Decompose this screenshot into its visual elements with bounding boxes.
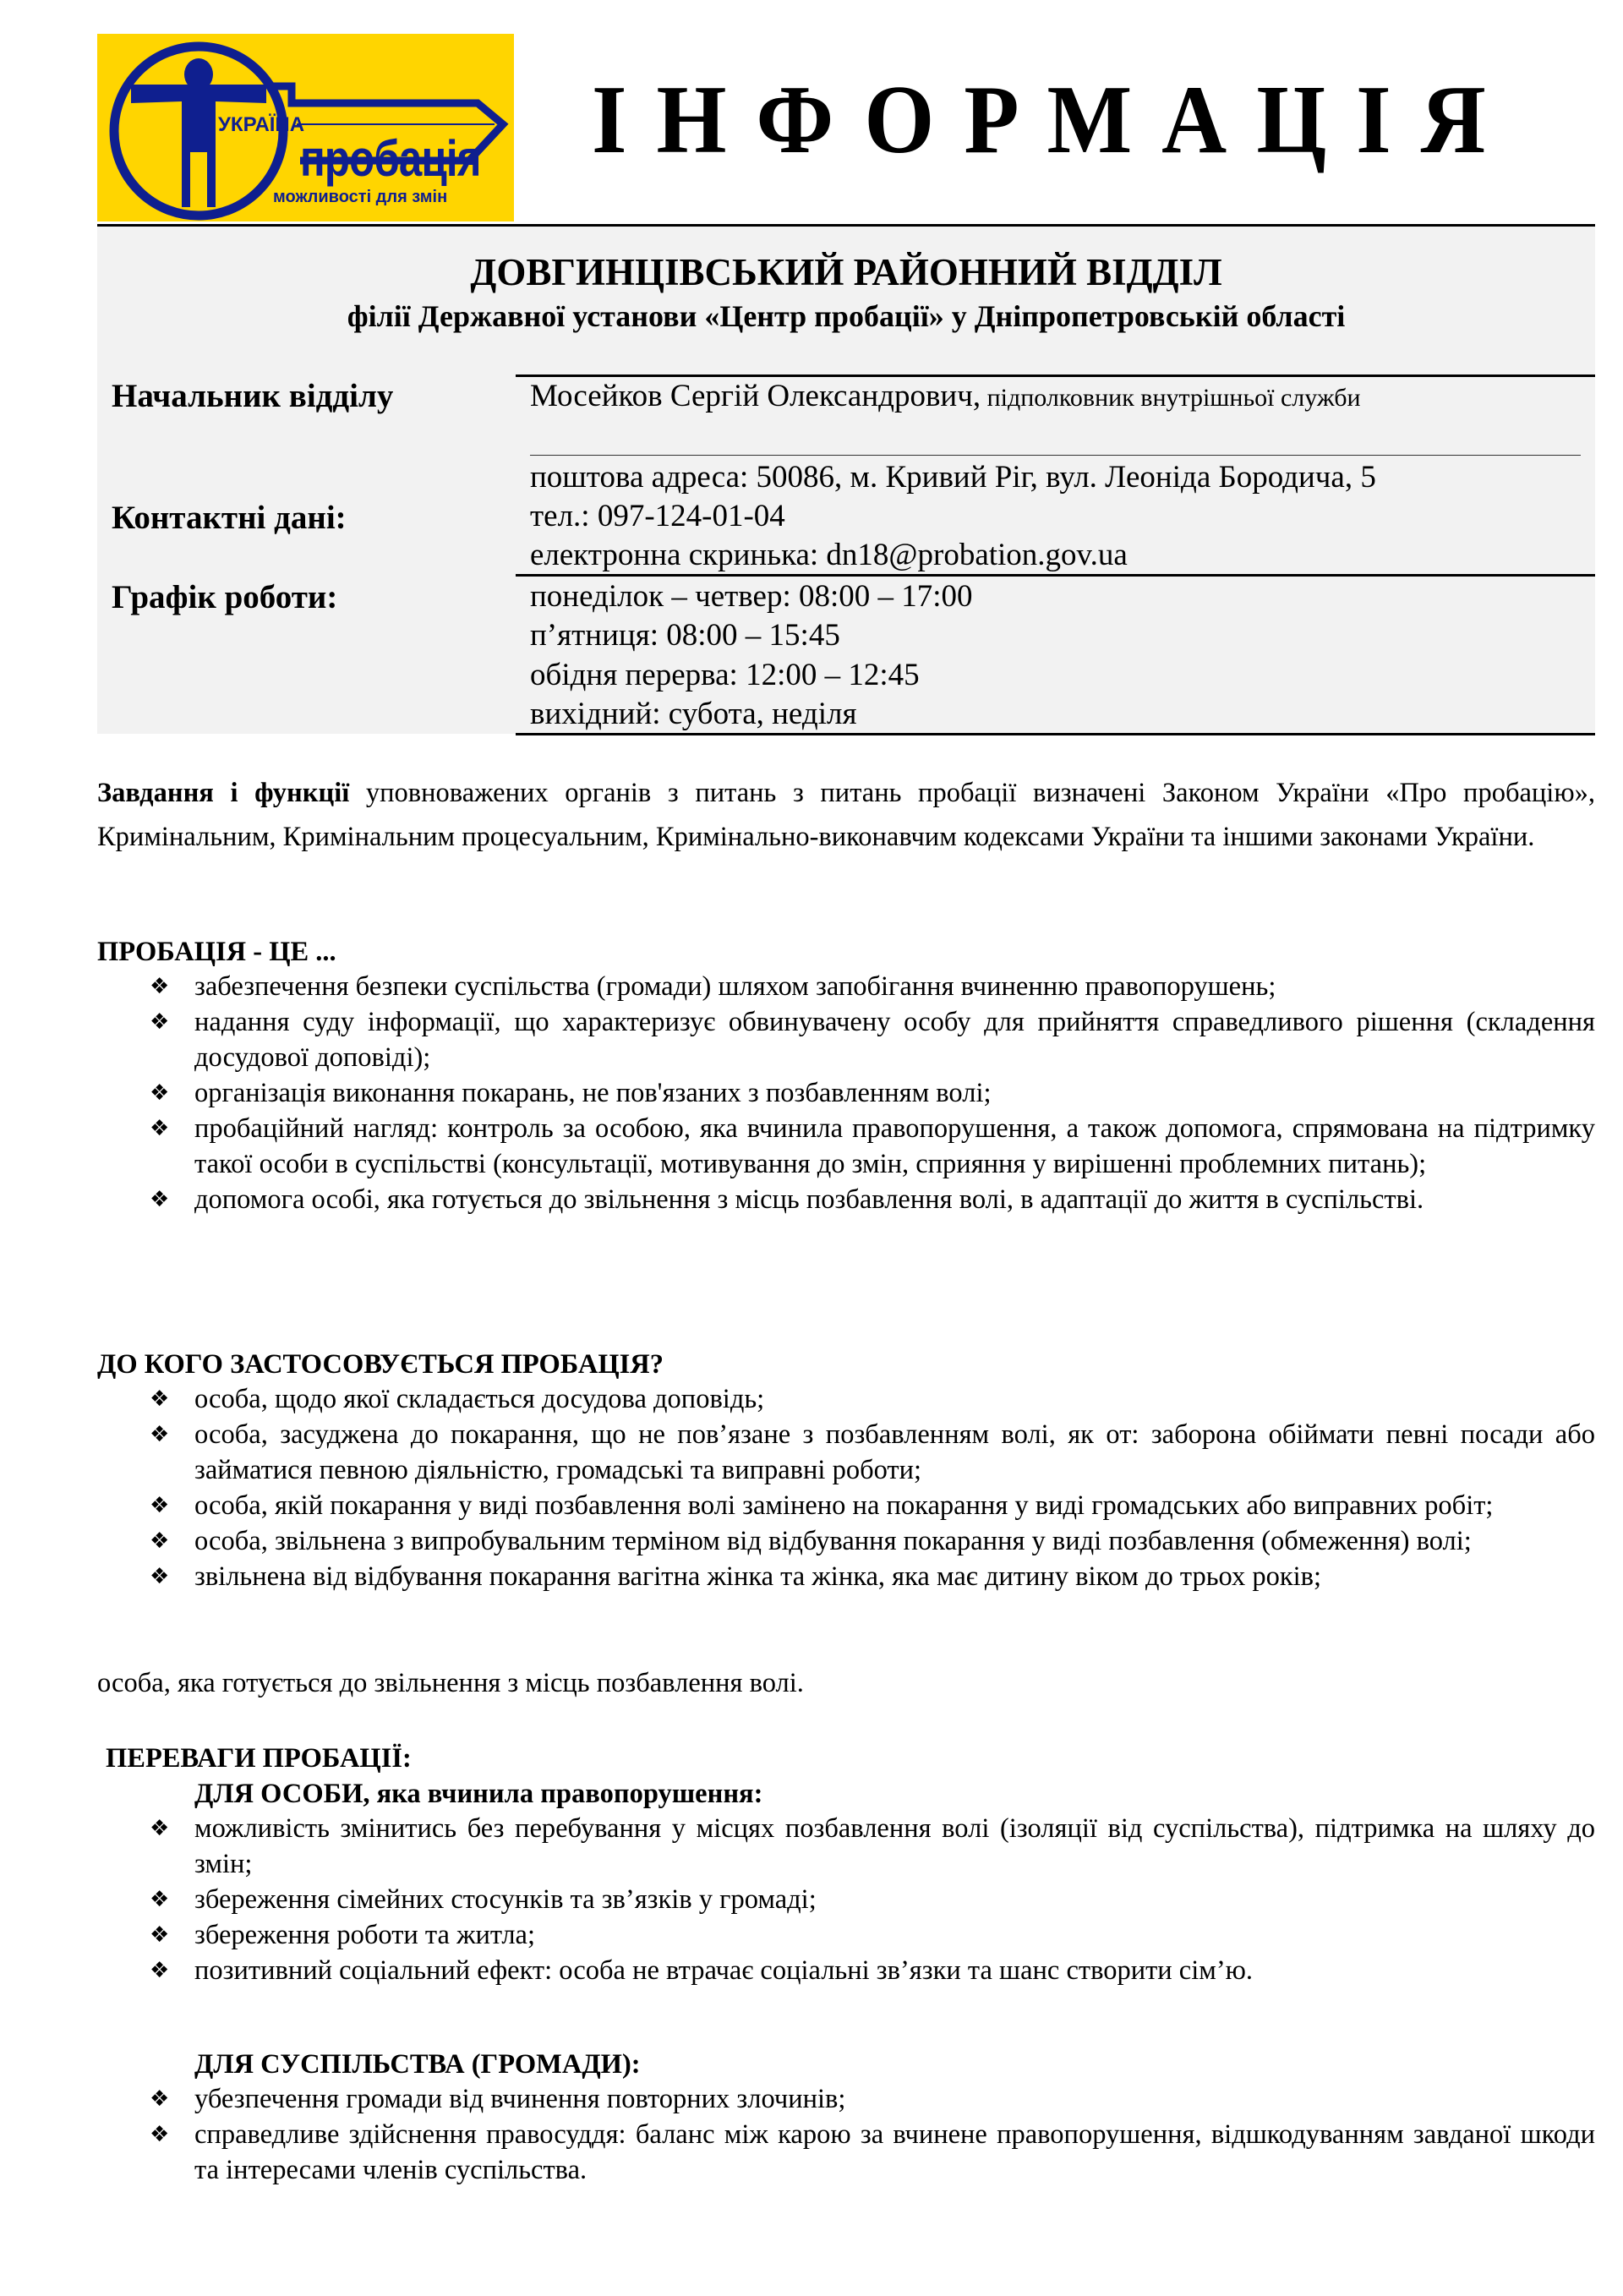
for-person-heading: ДЛЯ ОСОБИ, яка вчинила правопорушення: (194, 1779, 763, 1809)
list-item: ❖ пробаційний нагляд: контроль за особою, яка вчинила правопорушення, а також допомога, спрямована на підтримку такої особи в суспільстві (консультації, мотивування до змін, сприяння у вирішенні проблемних питань); (97, 1111, 1595, 1182)
for-society-list (97, 2081, 1595, 2188)
schedule-label: Графік роботи: (112, 579, 338, 615)
diamond-bullet-icon: ❖ (150, 1386, 170, 1412)
schedule-line: вихідний: субота, неділя (530, 697, 857, 731)
department-title: ДОВГИНЦІВСЬКИЙ РАЙОННИЙ ВІДДІЛ (470, 251, 1222, 293)
email-value[interactable]: електронна скринька: dn18@probation.gov.ua (530, 538, 1128, 572)
what-is-list (97, 969, 1595, 1217)
list-item: ❖ убезпечення громади від вчинення повторних злочинів; (97, 2081, 1595, 2117)
logo-word-text: пробація (300, 130, 481, 187)
list-item: ❖ збереження сімейних стосунків та зв’язків у громаді; (97, 1882, 1595, 1917)
list-item: ❖ забезпечення безпеки суспільства (громади) шляхом запобігання вчиненню правопорушень; (97, 969, 1595, 1004)
advantages-heading: ПЕРЕВАГИ ПРОБАЦІЇ: (106, 1743, 412, 1774)
list-item: ❖ надання суду інформації, що характеризує обвинувачену особу для прийняття справедливого рішення (складення досудової доповіді); (97, 1004, 1595, 1075)
head-value (530, 377, 1361, 418)
schedule-line: обідня перерва: 12:00 – 12:45 (530, 658, 920, 692)
schedule-line: п’ятниця: 08:00 – 15:45 (530, 618, 840, 653)
page-title: ІНФОРМАЦІЯ (592, 66, 1516, 174)
to-whom-list (97, 1381, 1595, 1594)
phone-value[interactable]: тел.: 097-124-01-04 (530, 499, 785, 533)
head-rank: підполковник внутрішньої служби (981, 384, 1361, 412)
list-item: ❖ позитивний соціальний ефект: особа не втрачає соціальні зв’язки та шанс створити сім’ю. (97, 1953, 1595, 1988)
list-item: ❖ звільнена від відбування покарання вагітна жінка та жінка, яка має дитину віком до трьох років; (97, 1559, 1595, 1594)
address-value: поштова адреса: 50086, м. Кривий Ріг, вул. Леоніда Бородича, 5 (530, 460, 1376, 495)
to-whom-tail: особа, яка готується до звільнення з місць позбавлення волі. (97, 1668, 804, 1698)
diamond-bullet-icon: ❖ (150, 1009, 170, 1035)
schedule-line: понеділок – четвер: 08:00 – 17:00 (530, 579, 973, 614)
diamond-bullet-icon: ❖ (150, 1816, 170, 1841)
list-item: ❖ організація виконання покарань, не пов'язаних з позбавленням волі; (97, 1075, 1595, 1111)
probation-logo (97, 34, 514, 221)
diamond-bullet-icon: ❖ (150, 1564, 170, 1589)
diamond-bullet-icon: ❖ (150, 1422, 170, 1447)
list-item: ❖ збереження роботи та житла; (97, 1917, 1595, 1953)
logo-country-text: УКРАЇНА (218, 113, 305, 136)
head-name: Мосейков Сергій Олександрович, (530, 379, 981, 413)
list-item: ❖ особа, якій покарання у виді позбавлення волі замінено на покарання у виді громадських або виправних робіт; (97, 1488, 1595, 1523)
list-item: ❖ особа, щодо якої складається досудова доповідь; (97, 1381, 1595, 1417)
diamond-bullet-icon: ❖ (150, 1187, 170, 1212)
head-label: Начальник відділу (112, 378, 394, 414)
intro-text: уповноважених органів з питань з питань пробації визначені Законом України «Про пробацію», Кримінальним, Кримінальним процесуальним, Кримінально-виконавчим кодексами України та іншими законами України. (97, 778, 1595, 852)
diamond-bullet-icon: ❖ (150, 1958, 170, 1983)
diamond-bullet-icon: ❖ (150, 1493, 170, 1518)
list-item: ❖ допомога особі, яка готується до звільнення з місць позбавлення волі, в адаптації до життя в суспільстві. (97, 1182, 1595, 1217)
for-society-heading: ДЛЯ СУСПІЛЬСТВА (ГРОМАДИ): (194, 2049, 641, 2080)
what-is-heading: ПРОБАЦІЯ - ЦЕ ... (97, 937, 336, 967)
contacts-label: Контактні дані: (112, 500, 347, 536)
diamond-bullet-icon: ❖ (150, 2086, 170, 2112)
diamond-bullet-icon: ❖ (150, 1528, 170, 1554)
info-divider-thin (530, 455, 1581, 456)
logo-slogan-text: можливості для змін (273, 188, 448, 206)
to-whom-heading: ДО КОГО ЗАСТОСОВУЄТЬСЯ ПРОБАЦІЯ? (97, 1349, 664, 1380)
diamond-bullet-icon: ❖ (150, 1116, 170, 1141)
diamond-bullet-icon: ❖ (150, 1887, 170, 1912)
diamond-bullet-icon: ❖ (150, 2122, 170, 2147)
intro-paragraph (97, 771, 1595, 859)
intro-bold: Завдання і функції (97, 778, 350, 808)
for-person-list (97, 1811, 1595, 1988)
list-item: ❖ можливість змінитись без перебування у місцях позбавлення волі (ізоляції від суспільства), підтримка на шляху до змін; (97, 1811, 1595, 1882)
diamond-bullet-icon: ❖ (150, 1080, 170, 1106)
list-item: ❖ особа, звільнена з випробувальним терміном від відбування покарання у виді позбавлення (обмеження) волі; (97, 1523, 1595, 1559)
list-item: ❖ справедливе здійснення правосуддя: баланс між карою за вчинене правопорушення, відшкодуванням завданої шкоди та інтересами членів суспільства. (97, 2117, 1595, 2188)
diamond-bullet-icon: ❖ (150, 1922, 170, 1948)
diamond-bullet-icon: ❖ (150, 974, 170, 999)
department-subtitle: філії Державної установи «Центр пробації» у Дніпропетровській області (347, 299, 1346, 333)
list-item: ❖ особа, засуджена до покарання, що не пов’язане з позбавленням волі, як от: заборона обіймати певні посади або займатися певною діяльністю, громадські та виправні роботи; (97, 1417, 1595, 1488)
